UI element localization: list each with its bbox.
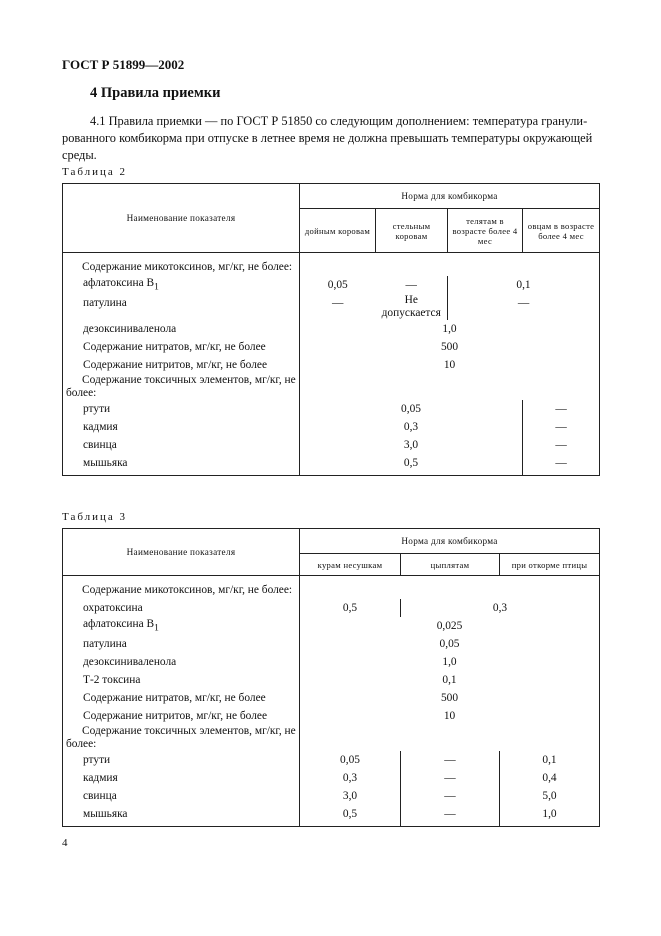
table-row [63, 276, 600, 294]
cell-value: 0,3 [300, 769, 401, 787]
cell-value: 10 [300, 707, 600, 725]
paragraph-line: 4.1 Правила приемки — по ГОСТ Р 51850 со следующим дополнением: температура гранули- [90, 114, 588, 128]
cell-value: 3,0 [300, 787, 401, 805]
column-header-pregnant-cows: стельным коровам [376, 209, 448, 253]
cell-value: 1,0 [500, 805, 600, 827]
column-header-chicks: цыплятам [401, 554, 500, 576]
row-label: Содержание нитритов, мг/кг, не более [63, 707, 300, 725]
cell-value: 0,5 [300, 805, 401, 827]
table-row [63, 689, 600, 707]
table-row [63, 374, 600, 400]
cell-value: — [401, 751, 500, 769]
row-label [63, 617, 300, 635]
table-row [63, 320, 600, 338]
row-label: патулина [63, 294, 300, 320]
cell-value: 1,0 [300, 320, 600, 338]
paragraph-line: среды. [62, 148, 97, 162]
column-header-laying-hens: курам несушкам [300, 554, 401, 576]
cell-value: 0,3 [401, 599, 600, 617]
table-row [63, 707, 600, 725]
cell-value: 0,05 [300, 751, 401, 769]
row-label: дезоксиниваленола [63, 653, 300, 671]
cell-value: 0,4 [500, 769, 600, 787]
cell-value: 5,0 [500, 787, 600, 805]
table-row [63, 356, 600, 374]
table-row [63, 635, 600, 653]
row-label: мышьяка [63, 805, 300, 827]
column-header-sheep: овцам в возрасте более 4 мес [523, 209, 600, 253]
column-header-fattening-poultry: при откорме птицы [500, 554, 600, 576]
cell-value: Не допускается [376, 294, 448, 320]
column-header-calves: телятам в возрасте более 4 мес [448, 209, 523, 253]
table-row [63, 805, 600, 827]
cell-value: — [448, 294, 600, 320]
aflatoxin-label: афлатоксина В [83, 277, 155, 290]
cell-value: 0,5 [300, 454, 523, 476]
row-label: кадмия [63, 769, 300, 787]
row-label: ртути [63, 751, 300, 769]
row-label: ртути [63, 400, 300, 418]
table-row [63, 787, 600, 805]
paragraph-line: рованного комбикорма при отпуске в летнее время не должна превышать температуры окружающей [62, 131, 593, 145]
row-label: Содержание токсичных элементов, мг/кг, не более: [63, 725, 300, 751]
aflatoxin-label: афлатоксина В [83, 618, 155, 631]
table-row [63, 617, 600, 635]
table-3 [62, 528, 600, 827]
row-label: свинца [63, 436, 300, 454]
cell-value: 0,3 [300, 418, 523, 436]
table-row [63, 576, 600, 600]
cell-value: — [401, 805, 500, 827]
cell-value: — [523, 454, 600, 476]
table2-caption: Таблица 2 [62, 166, 128, 178]
cell-value: 500 [300, 689, 600, 707]
cell-value: — [523, 400, 600, 418]
cell-value: 0,1 [500, 751, 600, 769]
table-row [63, 599, 600, 617]
cell-value: — [401, 787, 500, 805]
cell-value: — [401, 769, 500, 787]
cell-value: 0,1 [300, 671, 600, 689]
table-2 [62, 183, 600, 476]
table3-caption: Таблица 3 [62, 511, 128, 523]
cell-value: 0,05 [300, 635, 600, 653]
row-label: кадмия [63, 418, 300, 436]
cell-value: 0,1 [448, 276, 600, 294]
cell-value: 3,0 [300, 436, 523, 454]
column-header-indicator: Наименование показателя [63, 529, 300, 576]
table-row [63, 653, 600, 671]
cell-value: 0,05 [300, 400, 523, 418]
column-header-norm: Норма для комбикорма [300, 529, 600, 554]
column-header-dairy-cows: дойным коровам [300, 209, 376, 253]
cell-value: 0,025 [300, 617, 600, 635]
cell-value: 1,0 [300, 653, 600, 671]
table-row [63, 418, 600, 436]
document-code: ГОСТ Р 51899—2002 [62, 57, 185, 72]
row-label: свинца [63, 787, 300, 805]
cell-value: — [523, 418, 600, 436]
page-number: 4 [62, 837, 68, 849]
table-row [63, 338, 600, 356]
row-label: Т-2 токсина [63, 671, 300, 689]
row-label: дезоксиниваленола [63, 320, 300, 338]
cell-value: — [300, 294, 376, 320]
table-row [63, 253, 600, 277]
acceptance-rules-paragraph [62, 113, 599, 164]
row-label: Содержание микотоксинов, мг/кг, не более: [63, 576, 300, 600]
row-label: мышьяка [63, 454, 300, 476]
table-row [63, 294, 600, 320]
cell-value: 0,5 [300, 599, 401, 617]
subscript: 1 [154, 282, 159, 293]
table-row [63, 454, 600, 476]
column-header-norm: Норма для комбикорма [300, 184, 600, 209]
section-title: 4 Правила приемки [90, 85, 221, 101]
row-label: Содержание нитратов, мг/кг, не более [63, 338, 300, 356]
table-row [63, 725, 600, 751]
subscript: 1 [154, 623, 159, 634]
table-row [63, 436, 600, 454]
cell-value: — [523, 436, 600, 454]
row-label: Содержание нитритов, мг/кг, не более [63, 356, 300, 374]
cell-value: 10 [300, 356, 600, 374]
row-label [63, 276, 300, 294]
table-row [63, 769, 600, 787]
cell-value: 0,05 [300, 276, 376, 294]
row-label: патулина [63, 635, 300, 653]
row-label: Содержание нитратов, мг/кг, не более [63, 689, 300, 707]
table-row [63, 400, 600, 418]
row-label: охратоксина [63, 599, 300, 617]
table-row [63, 671, 600, 689]
column-header-indicator: Наименование показателя [63, 184, 300, 253]
cell-value: 500 [300, 338, 600, 356]
cell-value: — [376, 276, 448, 294]
row-label: Содержание микотоксинов, мг/кг, не более: [63, 253, 300, 277]
row-label: Содержание токсичных элементов, мг/кг, не более: [63, 374, 300, 400]
table-row [63, 751, 600, 769]
